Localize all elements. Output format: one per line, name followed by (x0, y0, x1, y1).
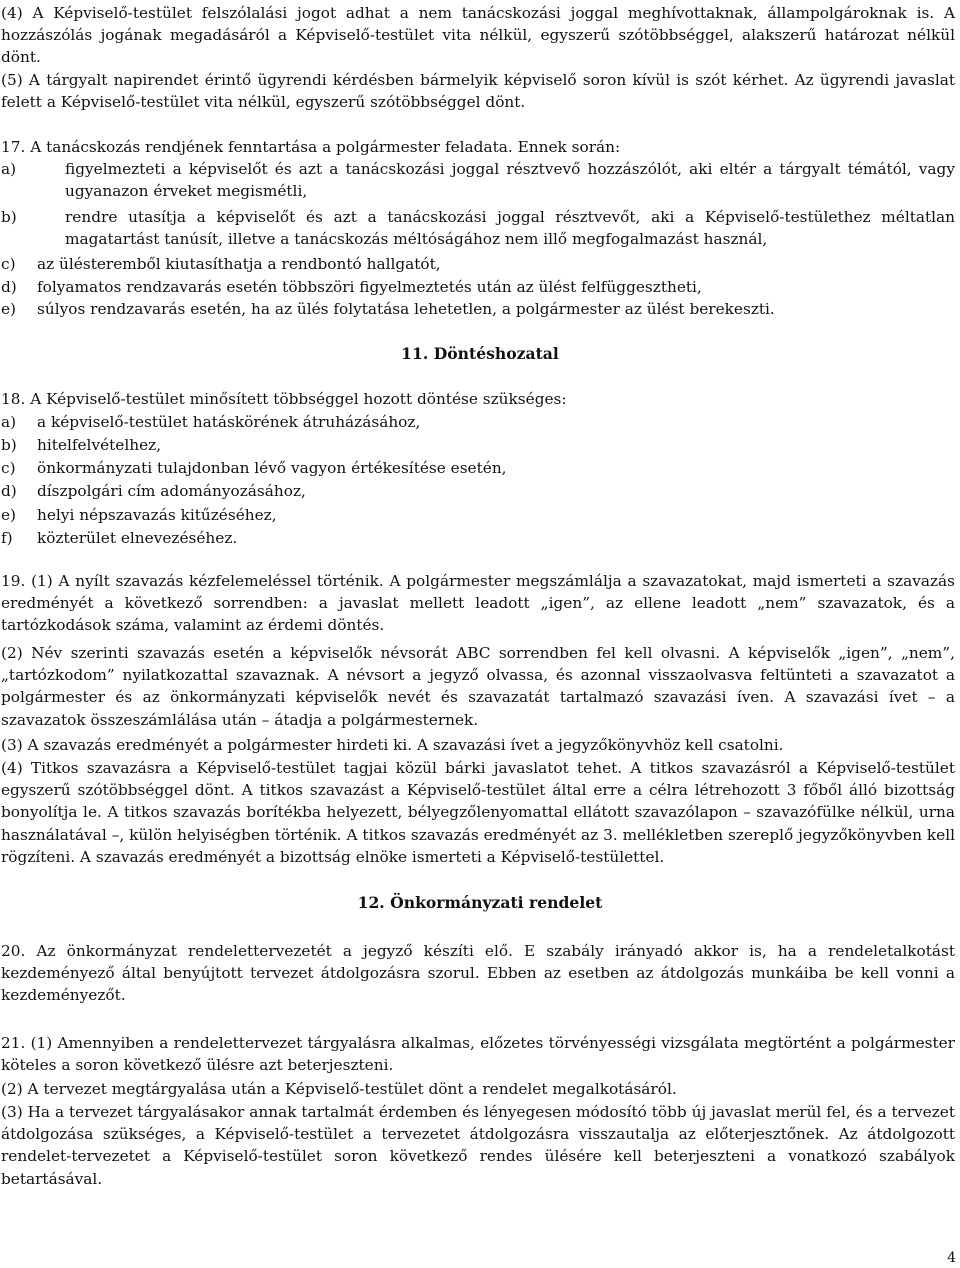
section-19-p1: 19. (1) A nyílt szavazás kézfelemeléssel történik. A polgármester megszámlálja a szavazatokat, majd ismerteti a szavazás eredményét a következő sorrendben: a javaslat mellett leadott „igen”, az ellene leadott „nem” szavazatok, és a tartózkodások száma, valamint az érdemi döntés. (1, 572, 955, 635)
section-19-p2: (2) Név szerinti szavazás esetén a képviselők névsorát ABC sorrendben fel kell olvasni. A képviselők „igen”, „nem”, „tartózkodom” nyilatkozattal szavaznak. A névsort a jegyző olvassa, és azonnal visszaolvasva feltünteti a szavazatot a polgármester és az önkormányzati képviselők nevét és szavazatát tartalmazó szavazási íven. A szavazási ívet – a szavazatok összeszámlálása után – átadja a polgármesternek. (1, 644, 955, 729)
section-17-intro: 17. A tanácskozás rendjének fenntartása a polgármester feladata. Ennek során: (1, 138, 621, 156)
list-item: d) díszpolgári cím adományozásához, (1, 482, 306, 500)
section-19-p4: (4) Titkos szavazásra a Képviselő-testület tagjai közül bárki javaslatot tehet. A titkos szavazásról a Képviselő-testület egyszerű szótöbbséggel dönt. A titkos szavazást a Képviselő-testület által erre a célra létrehozott 3 főből álló bizottság bonyolítja le. A titkos szavazás borítékba helyezett, bélyegzőlenyomattal ellátott szavazólapon – szavazófülke nélkül, urna használatával –, külön helyiségben történik. A titkos szavazás eredményét az 3. mellékletben szereplő jegyzőkönyvben kell rögzíteni. A szavazás eredményét a bizottság elnöke ismerteti a Képviselő-testülettel. (1, 759, 955, 866)
list-item: a) a képviselő-testület hatáskörének átruházásához, (1, 413, 421, 431)
paragraph-16-5: (5) A tárgyalt napirendet érintő ügyrendi kérdésben bármelyik képviselő soron kívül is szót kérhet. Az ügyrendi javaslat felett a Képviselő-testület vita nélkül, egyszerű szótöbbséggel dönt. (1, 71, 955, 112)
section-20-p1: 20. Az önkormányzat rendelettervezetét a jegyző készíti elő. E szabály irányadó akkor is, ha a rendeletalkotást kezdeményező által benyújtott tervezet átdolgozásra szorul. Ebben az esetben az átdolgozás munkáiba be kell vonni a kezdeményezőt. (1, 942, 955, 1005)
list-item: b) hitelfelvételhez, (1, 436, 162, 454)
list-item: d) folyamatos rendzavarás esetén többszöri figyelmeztetés után az ülést felfüggesztheti, (1, 278, 702, 296)
list-item: b) rendre utasítja a képviselőt és azt a tanácskozási joggal résztvevőt, aki a Képviselő-testülethez méltatlan magatartást tanúsít, illetve a tanácskozás méltóságához nem illő megfogalmazást használ, (1, 208, 955, 249)
list-item: c) önkormányzati tulajdonban lévő vagyon értékesítése esetén, (1, 459, 507, 477)
list-item: e) helyi népszavazás kitűzéséhez, (1, 506, 277, 524)
section-21-p3: (3) Ha a tervezet tárgyalásakor annak tartalmát érdemben és lényegesen módosító több új javaslat merül fel, és a tervezet átdolgozása szükséges, a Képviselő-testület a tervezetet átdolgozásra visszautalja az előterjesztőnek. Az átdolgozott rendelet-tervezetet a Képviselő-testület soron következő rendes ülésére kell beterjeszteni a vonatkozó szabályok betartásával. (1, 1103, 955, 1188)
section-21-p1: 21. (1) Amennyiben a rendelettervezet tárgyalásra alkalmas, előzetes törvényességi vizsgálata megtörtént a polgármester köteles a soron következő ülésre azt beterjeszteni. (1, 1034, 955, 1075)
list-item: e) súlyos rendzavarás esetén, ha az ülés folytatása lehetetlen, a polgármester az ülést berekeszti. (1, 300, 775, 318)
list-item: c) az ülésteremből kiutasíthatja a rendbontó hallgatót, (1, 255, 441, 273)
section-18-intro: 18. A Képviselő-testület minősített többséggel hozott döntése szükséges: (1, 390, 567, 408)
section-21-p2: (2) A tervezet megtárgyalása után a Képviselő-testület dönt a rendelet megalkotásáról. (1, 1080, 677, 1098)
page-number: 4 (947, 1250, 956, 1266)
section-heading-11: 11. Döntéshozatal (401, 344, 559, 363)
list-item: a) figyelmezteti a képviselőt és azt a tanácskozási joggal résztvevő hozzászólót, aki eltér a tárgyalt témától, vagy ugyanazon érveket megismétli, (1, 160, 955, 201)
paragraph-16-4: (4) A Képviselő-testület felszólalási jogot adhat a nem tanácskozási joggal meghívottaknak, állampolgároknak is. A hozzászólás jogának megadásáról a Képviselő-testület vita nélkül, egyszerű szótöbbséggel, alakszerű határozat nélkül dönt. (1, 4, 955, 67)
section-heading-12: 12. Önkormányzati rendelet (357, 893, 603, 912)
section-19-p3: (3) A szavazás eredményét a polgármester hirdeti ki. A szavazási ívet a jegyzőkönyvhöz kell csatolni. (1, 736, 784, 754)
list-item: f) közterület elnevezéséhez. (1, 529, 238, 547)
